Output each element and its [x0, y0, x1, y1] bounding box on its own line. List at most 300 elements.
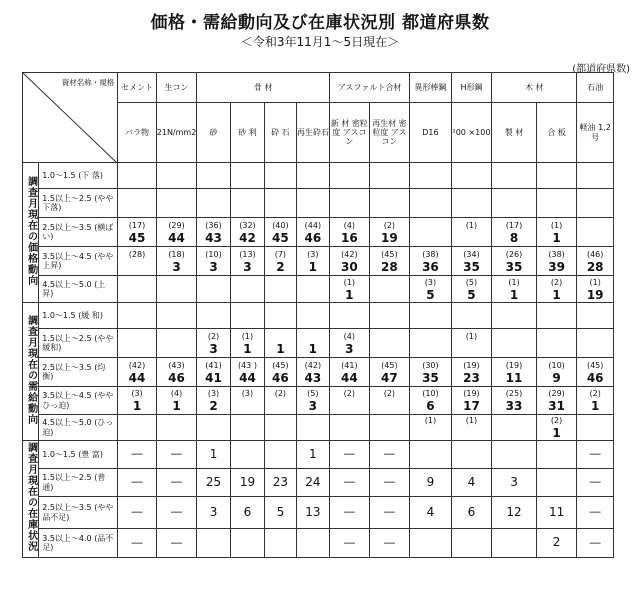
- cell-value: [452, 174, 492, 188]
- sub-header: 製 材: [492, 103, 537, 163]
- table-cell: [577, 329, 614, 358]
- cell-value: [370, 314, 410, 328]
- cell-paren: (45): [381, 360, 398, 370]
- cell-paren: [197, 163, 229, 174]
- table-cell: [118, 415, 157, 441]
- cell-paren: (19): [463, 360, 480, 370]
- table-cell: [577, 163, 614, 189]
- table-cell: [577, 276, 614, 303]
- cell-value: [492, 174, 536, 188]
- table-cell: [230, 415, 264, 441]
- table-cell: [410, 329, 452, 358]
- table-cell: [156, 329, 197, 358]
- cell-value: 8: [509, 230, 519, 245]
- cell-paren: [297, 331, 329, 342]
- cell-value: [410, 342, 451, 356]
- cell-paren: [118, 163, 156, 174]
- table-cell: [492, 163, 537, 189]
- section-label-text: 調査月現在の在庫状況: [25, 442, 37, 553]
- cell-value: [330, 314, 369, 328]
- cell-paren: [265, 415, 295, 426]
- table-cell: [410, 387, 452, 415]
- cell-value: 30: [341, 259, 358, 274]
- table-cell: ―: [577, 441, 614, 469]
- cell-paren: (4): [170, 389, 183, 398]
- table-cell: ―: [577, 469, 614, 497]
- cell-value: 1: [308, 259, 318, 274]
- table-row: [23, 189, 614, 218]
- cell-value: 35: [463, 259, 480, 274]
- row-label: 1.5以上～2.5 (普 通): [39, 469, 118, 497]
- cell-value: 46: [168, 370, 185, 385]
- table-row: [23, 276, 614, 303]
- table-cell: ―: [330, 441, 370, 469]
- cell-value: [452, 231, 492, 245]
- cell-paren: (46): [586, 249, 604, 259]
- cell-value: 23: [463, 370, 480, 385]
- table-cell: [451, 529, 492, 558]
- cell-value: 1: [308, 341, 318, 356]
- cell-paren: (3): [131, 389, 143, 398]
- table-cell: [410, 415, 452, 441]
- table-cell: [451, 247, 492, 276]
- cell-value: [197, 288, 229, 302]
- cell-paren: [537, 191, 577, 202]
- cell-value: 16: [341, 230, 358, 245]
- group-header: 木 材: [492, 73, 577, 103]
- cell-paren: (1): [550, 220, 563, 230]
- cell-value: [330, 399, 369, 413]
- table-cell: 24: [296, 469, 329, 497]
- table-cell: [296, 358, 329, 387]
- group-header: H形鋼: [451, 73, 492, 103]
- cell-value: [370, 174, 410, 188]
- cell-paren: [410, 303, 451, 314]
- cell-paren: (30): [422, 360, 439, 370]
- cell-paren: (10): [422, 389, 439, 398]
- cell-paren: (41): [341, 360, 358, 370]
- section-label-text: 調査月現在の需給動向: [25, 314, 37, 425]
- cell-paren: (1): [508, 277, 520, 287]
- table-cell: 9: [410, 469, 452, 497]
- cell-value: [118, 342, 156, 356]
- cell-paren: (2): [589, 389, 601, 398]
- table-cell: [369, 329, 410, 358]
- cell-value: 46: [272, 370, 289, 385]
- cell-paren: [370, 191, 410, 202]
- cell-paren: [577, 415, 613, 426]
- cell-value: [370, 202, 410, 216]
- cell-paren: [197, 303, 229, 314]
- cell-paren: (32): [239, 220, 256, 230]
- table-cell: [369, 247, 410, 276]
- table-cell: [197, 163, 230, 189]
- cell-value: 5: [426, 287, 435, 302]
- cell-value: 43: [304, 370, 322, 385]
- cell-paren: (13): [239, 249, 256, 259]
- cell-paren: [492, 191, 536, 202]
- table-cell: [492, 276, 537, 303]
- table-cell: [296, 303, 329, 329]
- table-cell: [492, 529, 537, 558]
- cell-value: [157, 342, 197, 356]
- table-cell: [492, 303, 537, 329]
- cell-value: [410, 231, 451, 245]
- table-cell: [536, 387, 577, 415]
- sub-header: 新 材 密粒度 アスコン: [330, 103, 370, 163]
- table-cell: [197, 189, 230, 218]
- cell-value: [197, 314, 229, 328]
- table-cell: [577, 415, 614, 441]
- table-cell: [410, 529, 452, 558]
- cell-value: 28: [381, 259, 398, 274]
- table-cell: [118, 276, 157, 303]
- table-cell: 25: [197, 469, 230, 497]
- table-cell: [230, 247, 264, 276]
- table-cell: [265, 441, 296, 469]
- cell-paren: (42): [304, 360, 322, 370]
- cell-value: 1: [591, 399, 600, 413]
- table-cell: [330, 358, 370, 387]
- table-cell: [118, 218, 157, 247]
- table-cell: 6: [230, 497, 264, 529]
- cell-paren: [157, 303, 197, 314]
- table-cell: ―: [156, 497, 197, 529]
- cell-paren: (4): [343, 220, 356, 230]
- cell-value: [370, 426, 410, 440]
- table-cell: [197, 329, 230, 358]
- group-header: 生コン: [156, 73, 197, 103]
- cell-value: [297, 288, 329, 302]
- sub-header: バラ物: [118, 103, 157, 163]
- table-cell: ―: [369, 497, 410, 529]
- table-cell: 6: [451, 497, 492, 529]
- cell-value: 44: [239, 370, 256, 385]
- row-label: 2.5以上～3.5 (均 衡): [39, 358, 118, 387]
- table-cell: [156, 163, 197, 189]
- cell-paren: [492, 163, 536, 174]
- cell-value: 47: [381, 370, 398, 385]
- table-cell: 2: [536, 529, 577, 558]
- corner-label: 資材名称・規格: [61, 78, 115, 87]
- table-cell: [296, 189, 329, 218]
- table-cell: [156, 303, 197, 329]
- cell-paren: [197, 277, 229, 288]
- cell-value: [577, 174, 613, 188]
- cell-paren: (19): [505, 360, 523, 370]
- cell-paren: (2): [383, 220, 396, 230]
- table-row: [23, 329, 614, 358]
- table-cell: [451, 189, 492, 218]
- cell-value: [265, 288, 295, 302]
- table-cell: 11: [536, 497, 577, 529]
- cell-value: 44: [341, 370, 358, 385]
- cell-paren: [452, 191, 492, 202]
- cell-paren: [157, 277, 197, 288]
- cell-value: [265, 426, 295, 440]
- table-cell: [492, 218, 537, 247]
- cell-paren: (1): [465, 331, 478, 341]
- header-corner: [23, 73, 118, 163]
- row-label: 1.0～1.5 (下 落): [39, 163, 118, 189]
- cell-value: [330, 426, 369, 440]
- table-cell: [369, 387, 410, 415]
- table-cell: 19: [230, 469, 264, 497]
- cell-value: [330, 174, 369, 188]
- cell-paren: (2): [550, 277, 563, 287]
- cell-value: [492, 342, 536, 356]
- cell-value: [410, 426, 451, 440]
- table-cell: [118, 303, 157, 329]
- cell-value: [265, 399, 295, 413]
- table-cell: [230, 189, 264, 218]
- cell-value: 2: [276, 259, 285, 274]
- cell-paren: [537, 303, 577, 314]
- table-cell: 4: [410, 497, 452, 529]
- table-cell: [330, 387, 370, 415]
- cell-paren: [118, 415, 156, 426]
- cell-paren: (28): [128, 249, 146, 259]
- table-cell: [410, 441, 452, 469]
- cell-value: [231, 288, 264, 302]
- cell-value: 9: [552, 370, 561, 385]
- table-cell: [451, 358, 492, 387]
- cell-paren: (3): [424, 277, 437, 287]
- cell-value: 3: [308, 399, 318, 413]
- group-header: 骨 材: [197, 73, 330, 103]
- table-cell: [330, 303, 370, 329]
- sub-header: 軽油 1,2号: [577, 103, 614, 163]
- row-label: 1.0～1.5 (緩 和): [39, 303, 118, 329]
- table-cell: ―: [330, 529, 370, 558]
- table-cell: [230, 441, 264, 469]
- cell-paren: [577, 220, 613, 231]
- table-cell: [369, 276, 410, 303]
- cell-paren: [265, 277, 295, 288]
- table-cell: 5: [265, 497, 296, 529]
- cell-paren: (42): [128, 360, 146, 370]
- table-cell: 4: [451, 469, 492, 497]
- table-cell: ―: [118, 529, 157, 558]
- table-cell: [265, 358, 296, 387]
- table-cell: [451, 276, 492, 303]
- cell-paren: (26): [505, 249, 523, 259]
- table-cell: [451, 303, 492, 329]
- table-cell: [577, 303, 614, 329]
- cell-value: [231, 399, 264, 413]
- cell-paren: [330, 191, 369, 202]
- table-cell: 1: [197, 441, 230, 469]
- cell-value: 41: [205, 370, 222, 385]
- cell-paren: (19): [463, 389, 480, 398]
- table-row: [23, 415, 614, 441]
- cell-value: [157, 174, 197, 188]
- table-cell: [330, 415, 370, 441]
- row-label: 1.5以上～2.5 (やや下落): [39, 189, 118, 218]
- table-cell: [296, 163, 329, 189]
- table-cell: [118, 329, 157, 358]
- table-cell: ―: [118, 469, 157, 497]
- cell-value: [197, 174, 229, 188]
- cell-value: [410, 314, 451, 328]
- cell-paren: [370, 277, 410, 288]
- table-cell: [197, 303, 230, 329]
- section-label: [23, 441, 39, 558]
- cell-value: [452, 202, 492, 216]
- cell-paren: (42): [341, 249, 358, 259]
- table-cell: ―: [156, 441, 197, 469]
- row-label: 4.5以上～5.0 (上 昇): [39, 276, 118, 303]
- sub-header: 砕 石: [265, 103, 296, 163]
- table-cell: [330, 276, 370, 303]
- row-label: 3.5以上～4.5 (ややひっ迫): [39, 387, 118, 415]
- cell-paren: (2): [207, 331, 220, 341]
- table-cell: 3: [197, 497, 230, 529]
- table-cell: [265, 163, 296, 189]
- table-cell: ―: [369, 469, 410, 497]
- table-cell: [369, 415, 410, 441]
- table-cell: [330, 189, 370, 218]
- cell-paren: (38): [422, 249, 439, 259]
- cell-value: [452, 342, 492, 356]
- table-cell: [369, 358, 410, 387]
- cell-value: [537, 174, 577, 188]
- row-label: 1.0～1.5 (豊 富): [39, 441, 118, 469]
- cell-value: 31: [548, 399, 565, 413]
- table-cell: [451, 387, 492, 415]
- table-cell: [410, 358, 452, 387]
- cell-value: [231, 426, 264, 440]
- cell-value: [492, 314, 536, 328]
- row-label: 3.5以上～4.0 (品不足): [39, 529, 118, 558]
- cell-paren: (7): [274, 249, 287, 259]
- cell-value: 46: [304, 230, 322, 245]
- cell-paren: (45): [272, 360, 289, 370]
- cell-paren: (36): [205, 220, 222, 230]
- cell-value: [265, 174, 295, 188]
- cell-paren: (17): [505, 220, 523, 230]
- table-cell: [577, 218, 614, 247]
- cell-paren: (45): [586, 360, 604, 370]
- cell-value: [197, 426, 229, 440]
- cell-paren: [157, 163, 197, 174]
- cell-value: [118, 314, 156, 328]
- unit-label: (都道府県数): [572, 64, 630, 75]
- table-cell: [369, 303, 410, 329]
- table-cell: ―: [156, 529, 197, 558]
- cell-value: [537, 342, 577, 356]
- cell-value: 3: [209, 341, 218, 356]
- table-cell: [536, 276, 577, 303]
- table-cell: [536, 441, 577, 469]
- cell-value: 1: [509, 287, 519, 302]
- cell-paren: [231, 163, 264, 174]
- cell-value: 1: [172, 399, 181, 413]
- cell-paren: [370, 331, 410, 342]
- table-cell: [536, 247, 577, 276]
- table-cell: [536, 303, 577, 329]
- cell-value: [265, 202, 295, 216]
- table-cell: [230, 218, 264, 247]
- cell-value: [370, 342, 410, 356]
- table-cell: [230, 387, 264, 415]
- table-cell: [265, 415, 296, 441]
- table-cell: [197, 529, 230, 558]
- cell-paren: (4): [343, 331, 356, 341]
- cell-paren: [370, 303, 410, 314]
- cell-value: 42: [239, 230, 256, 245]
- cell-paren: [577, 191, 613, 202]
- cell-paren: [157, 331, 197, 342]
- table-cell: [156, 247, 197, 276]
- table-cell: [197, 415, 230, 441]
- table-cell: [156, 358, 197, 387]
- cell-value: 44: [128, 370, 146, 385]
- cell-paren: [492, 303, 536, 314]
- cell-value: 35: [505, 259, 523, 274]
- table-cell: [197, 247, 230, 276]
- table-cell: [577, 358, 614, 387]
- cell-value: [297, 426, 329, 440]
- cell-paren: [297, 303, 329, 314]
- cell-value: 11: [505, 370, 523, 385]
- table-cell: [230, 329, 264, 358]
- cell-paren: (2): [274, 389, 287, 398]
- cell-paren: (2): [383, 389, 396, 398]
- cell-paren: [297, 277, 329, 288]
- cell-paren: [118, 191, 156, 202]
- table-cell: [265, 529, 296, 558]
- cell-value: [118, 202, 156, 216]
- table-row: [23, 469, 614, 497]
- section-label: [23, 303, 39, 441]
- table-cell: [577, 387, 614, 415]
- table-cell: [230, 358, 264, 387]
- cell-paren: (41): [205, 360, 222, 370]
- cell-value: 6: [426, 399, 435, 413]
- cell-value: [410, 174, 451, 188]
- cell-paren: [297, 163, 329, 174]
- cell-paren: [410, 331, 451, 342]
- row-label: 2.5以上～3.5 (やや品不足): [39, 497, 118, 529]
- cell-value: [370, 288, 410, 302]
- cell-value: [577, 342, 613, 356]
- cell-paren: (17): [128, 220, 146, 230]
- table-cell: [536, 189, 577, 218]
- cell-value: 33: [505, 399, 523, 413]
- table-cell: [156, 189, 197, 218]
- cell-value: 1: [552, 287, 561, 302]
- table-cell: [451, 163, 492, 189]
- sub-header: 21N/mm2: [156, 103, 197, 163]
- table-cell: [265, 329, 296, 358]
- table-cell: ―: [577, 529, 614, 558]
- cell-paren: [231, 277, 264, 288]
- table-cell: [156, 415, 197, 441]
- cell-paren: (34): [463, 249, 480, 259]
- cell-value: 3: [172, 259, 181, 274]
- cell-paren: (1): [241, 331, 254, 341]
- section-label: [23, 163, 39, 303]
- cell-value: [297, 314, 329, 328]
- cell-value: 19: [586, 287, 604, 302]
- cell-paren: [370, 415, 410, 426]
- cell-value: 1: [552, 230, 561, 245]
- cell-paren: [330, 163, 369, 174]
- cell-value: 28: [586, 259, 604, 274]
- cell-paren: [118, 331, 156, 342]
- table-cell: [536, 358, 577, 387]
